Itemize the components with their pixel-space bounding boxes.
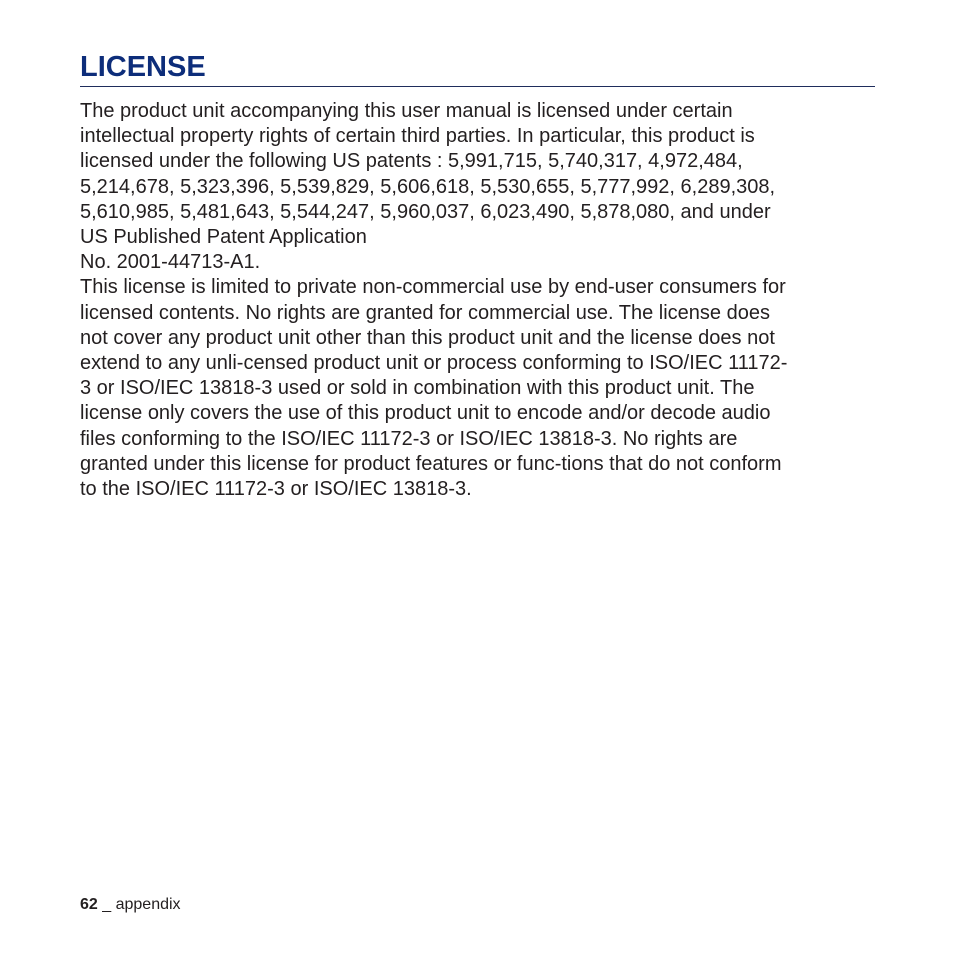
page-number: 62 <box>80 896 98 913</box>
page-footer <box>80 894 181 916</box>
body-line: extend to any unli-censed product unit or process conforming to ISO/IEC 11172- <box>80 352 788 375</box>
footer-separator: _ <box>97 896 116 913</box>
body-line: licensed under the following US patents : 5,991,715, 5,740,317, 4,972,484, <box>80 150 743 173</box>
body-line: 5,214,678, 5,323,396, 5,539,829, 5,606,618, 5,530,655, 5,777,992, 6,289,308, <box>80 175 776 198</box>
license-body <box>80 99 880 502</box>
body-line: to the ISO/IEC 11172-3 or ISO/IEC 13818-3. <box>80 478 472 501</box>
body-line: license only covers the use of this product unit to encode and/or decode audio <box>80 402 771 425</box>
body-line: granted under this license for product features or func-tions that do not conform <box>80 452 782 475</box>
body-line: This license is limited to private non-commercial use by end-user consumers for <box>80 276 786 299</box>
body-line: intellectual property rights of certain third parties. In particular, this product is <box>80 125 755 148</box>
section-heading <box>80 49 875 87</box>
body-line: not cover any product unit other than this product unit and the license does not <box>80 326 775 349</box>
page-title: LICENSE <box>80 51 206 83</box>
footer-section: appendix <box>115 896 181 913</box>
body-line: The product unit accompanying this user manual is licensed under certain <box>80 100 733 122</box>
body-line: 5,610,985, 5,481,643, 5,544,247, 5,960,037, 6,023,490, 5,878,080, and under <box>80 200 771 223</box>
body-line: 3 or ISO/IEC 13818-3 used or sold in combination with this product unit. The <box>80 377 755 400</box>
body-line: No. 2001-44713-A1. <box>80 251 261 274</box>
body-line: licensed contents. No rights are granted for commercial use. The license does <box>80 301 770 324</box>
body-line: US Published Patent Application <box>80 226 367 249</box>
body-line: files conforming to the ISO/IEC 11172-3 or ISO/IEC 13818-3. No rights are <box>80 427 738 450</box>
